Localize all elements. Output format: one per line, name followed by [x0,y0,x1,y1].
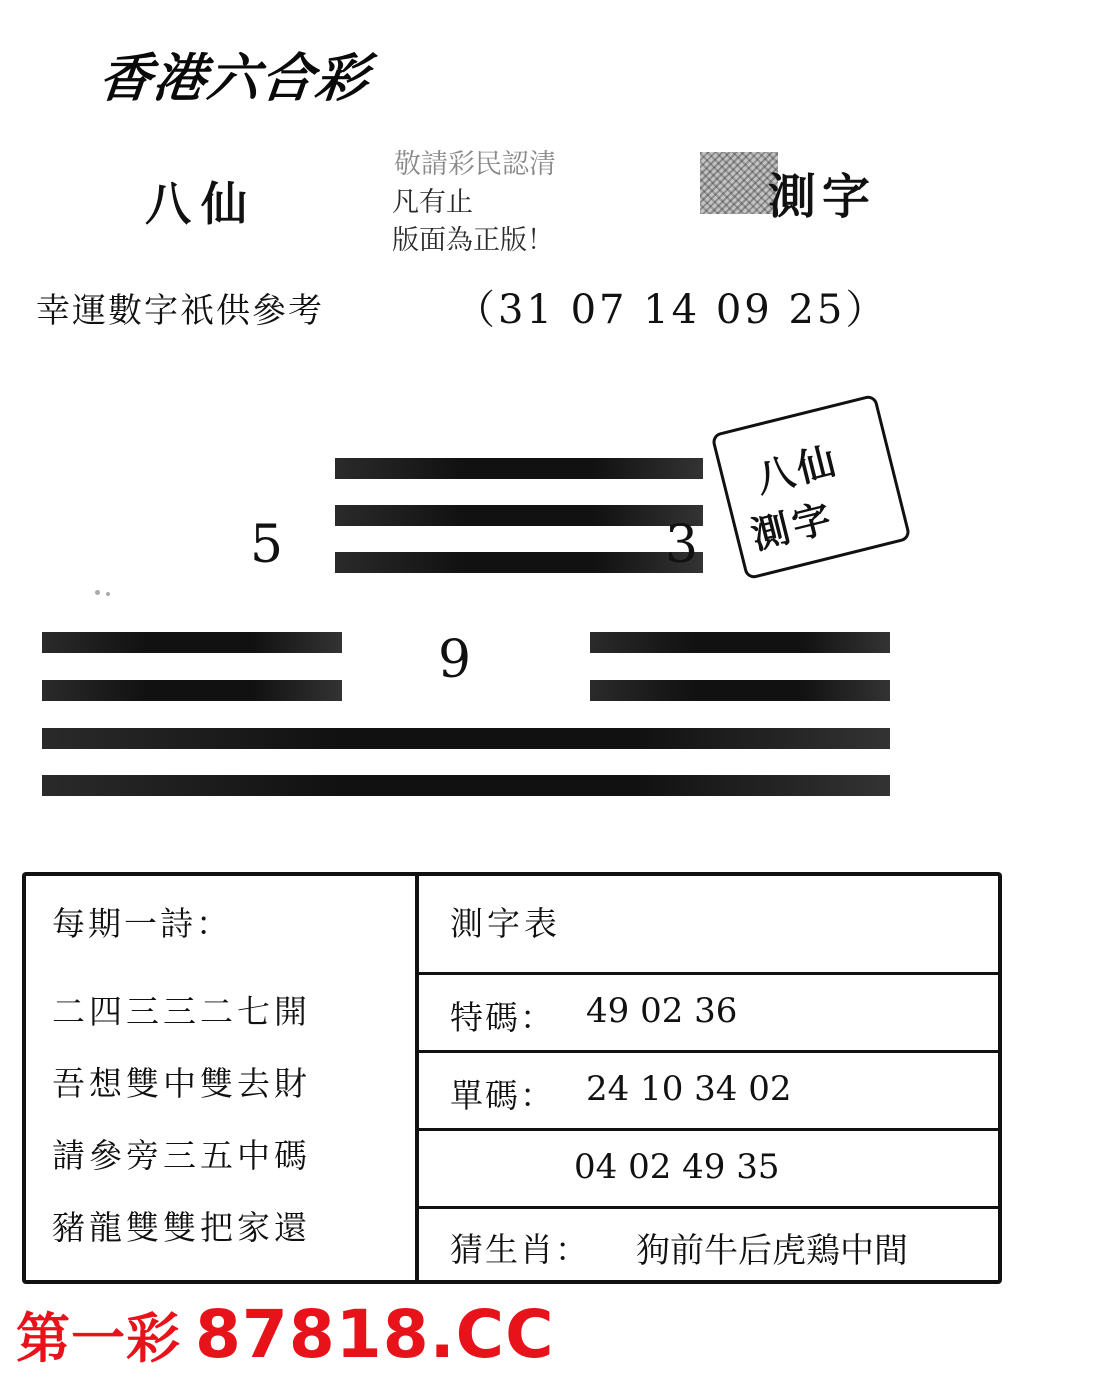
bagua-badge [710,394,911,581]
footer-brand: 第一彩 [16,1306,181,1370]
zodiac-guess-label: 猜生肖： [450,1230,590,1269]
single-code-values: 24 10 34 02 [586,1069,792,1109]
poem-title: 每期一詩： [52,904,232,943]
hexagram-bar-7 [42,775,890,796]
extra-code-values: 04 02 49 35 [574,1147,780,1187]
poem-line: 請參旁三五中碼 [52,1136,311,1175]
hexagram-bar-4-left [42,632,342,653]
table-vertical-divider [415,876,419,1280]
single-code-label: 單碼： [450,1076,555,1115]
table-row-divider [415,972,1002,975]
lucky-numbers-value: （31 07 14 09 25） [455,287,889,333]
prediction-table [22,872,1002,1284]
hexagram-bar-3 [335,552,703,573]
hexagram-center-number: 9 [438,630,472,690]
footer-url: 87818.CC [195,1296,555,1373]
table-row-divider [415,1128,1002,1131]
hexagram-bar-2 [335,505,703,526]
ink-speck-icon [95,590,100,595]
zodiac-guess-values: 狗前牛后虎鶏中間 [636,1231,908,1271]
hexagram-bar-5-right [590,680,890,701]
authenticity-notice [392,146,556,260]
page-title: 香港六合彩 [96,48,373,109]
poem-line: 二四三三二七開 [52,992,311,1031]
hexagram-bar-5-left [42,680,342,701]
poem-line: 吾想雙中雙去財 [52,1064,311,1103]
special-code-label: 特碼： [450,998,555,1037]
hexagram-bar-4-right [590,632,890,653]
poem-line: 豬龍雙雙把家還 [52,1208,311,1247]
lucky-numbers-label: 幸運數字祇供參考 [36,291,324,331]
hexagram-bar-1 [335,458,703,479]
badge-line-1: 八仙 [751,437,844,502]
stamp-label: 測字 [768,169,877,225]
badge-line-2: 測字 [746,494,840,559]
notice-line-1: 敬請彩民認清 [394,149,556,180]
notice-line-2: 凡有止 [392,187,473,218]
ink-stamp-icon [700,152,778,214]
ink-speck-icon [106,592,110,596]
table-row-divider [415,1206,1002,1209]
hexagram-bar-6 [42,728,890,749]
footer-watermark [16,1296,555,1373]
hexagram-right-number: 3 [665,515,699,575]
brand-name: 八仙 [145,177,257,231]
table-row-divider [415,1050,1002,1053]
chart-title: 測字表 [450,904,561,943]
special-code-values: 49 02 36 [586,991,738,1031]
notice-line-3: 版面為正版！ [392,225,554,256]
hexagram-left-number: 5 [250,515,284,575]
